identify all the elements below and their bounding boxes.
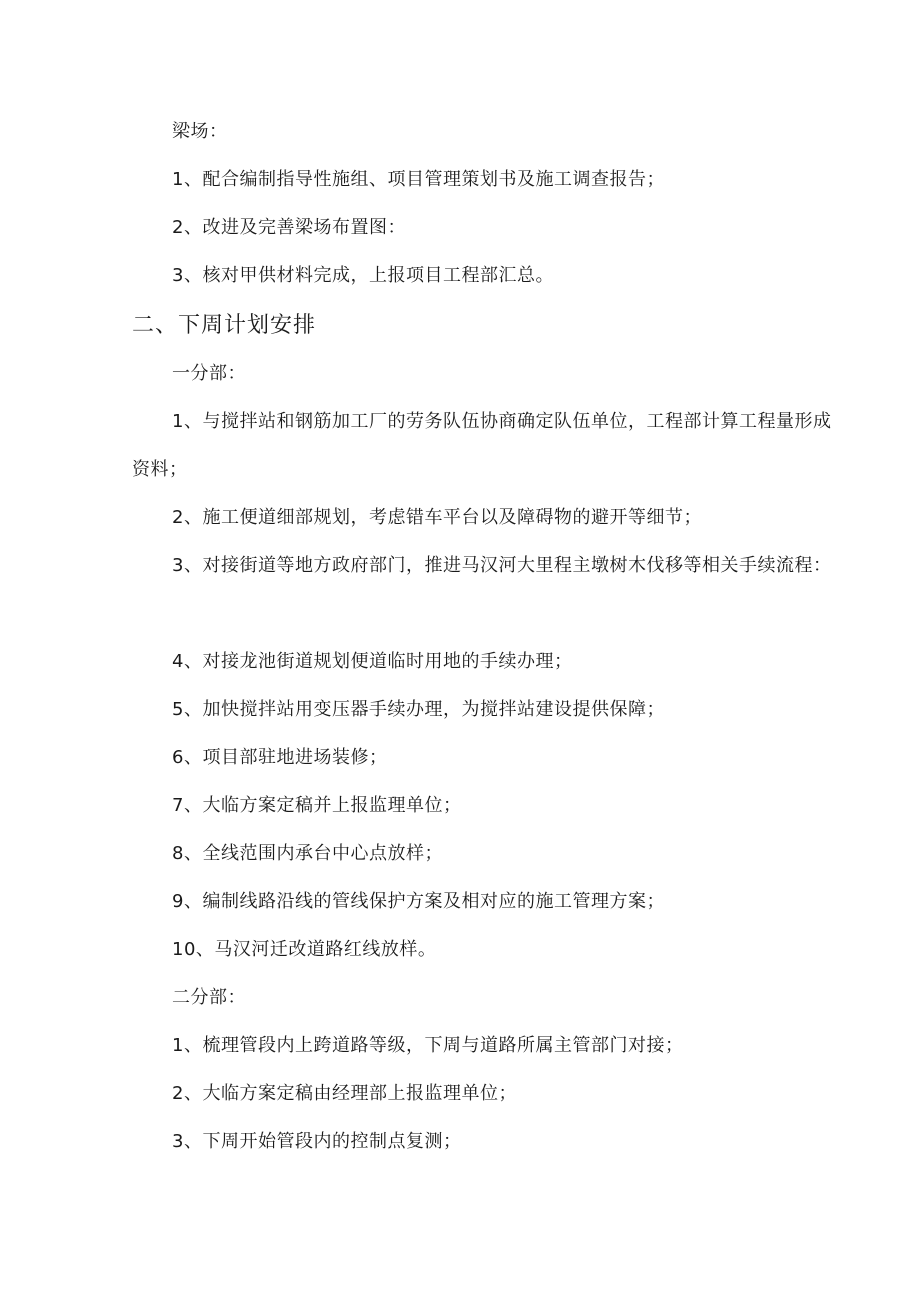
part1-item-9: 9、编制线路沿线的管线保护方案及相对应的施工管理方案； [172, 891, 665, 912]
section-heading-next-week-plan: 二、下周计划安排 [132, 313, 317, 338]
part1-item-10: 10、马汉河迁改道路红线放样。 [172, 939, 437, 960]
part1-item-2: 2、施工便道细部规划，考虑错车平台以及障碍物的避开等细节； [172, 507, 702, 528]
part2-item-3: 3、下周开始管段内的控制点复测； [172, 1131, 462, 1152]
part1-item-7: 7、大临方案定稿并上报监理单位； [172, 795, 462, 816]
liangchang-label: 梁场： [172, 121, 228, 142]
part2-item-1: 1、梳理管段内上跨道路等级，下周与道路所属主管部门对接； [172, 1035, 684, 1056]
part1-item-5: 5、加快搅拌站用变压器手续办理，为搅拌站建设提供保障； [172, 699, 665, 720]
part1-item-6: 6、项目部驻地进场装修； [172, 747, 388, 768]
part1-item-1: 1、与搅拌站和钢筋加工厂的劳务队伍协商确定队伍单位，工程部计算工程量形成资料； [132, 411, 832, 480]
part1-label: 一分部： [172, 363, 246, 384]
liangchang-item-1: 1、配合编制指导性施组、项目管理策划书及施工调查报告； [172, 169, 665, 190]
part2-item-2: 2、大临方案定稿由经理部上报监理单位； [172, 1083, 517, 1104]
liangchang-item-2: 2、改进及完善梁场布置图： [172, 217, 406, 238]
liangchang-item-3: 3、核对甲供材料完成，上报项目工程部汇总。 [172, 265, 554, 286]
part1-item-8: 8、全线范围内承台中心点放样； [172, 843, 443, 864]
part1-item-3: 3、对接街道等地方政府部门，推进马汉河大里程主墩树木伐移等相关手续流程： [172, 555, 832, 576]
part2-label: 二分部： [172, 987, 246, 1008]
part1-item-4: 4、对接龙池街道规划便道临时用地的手续办理； [172, 651, 573, 672]
